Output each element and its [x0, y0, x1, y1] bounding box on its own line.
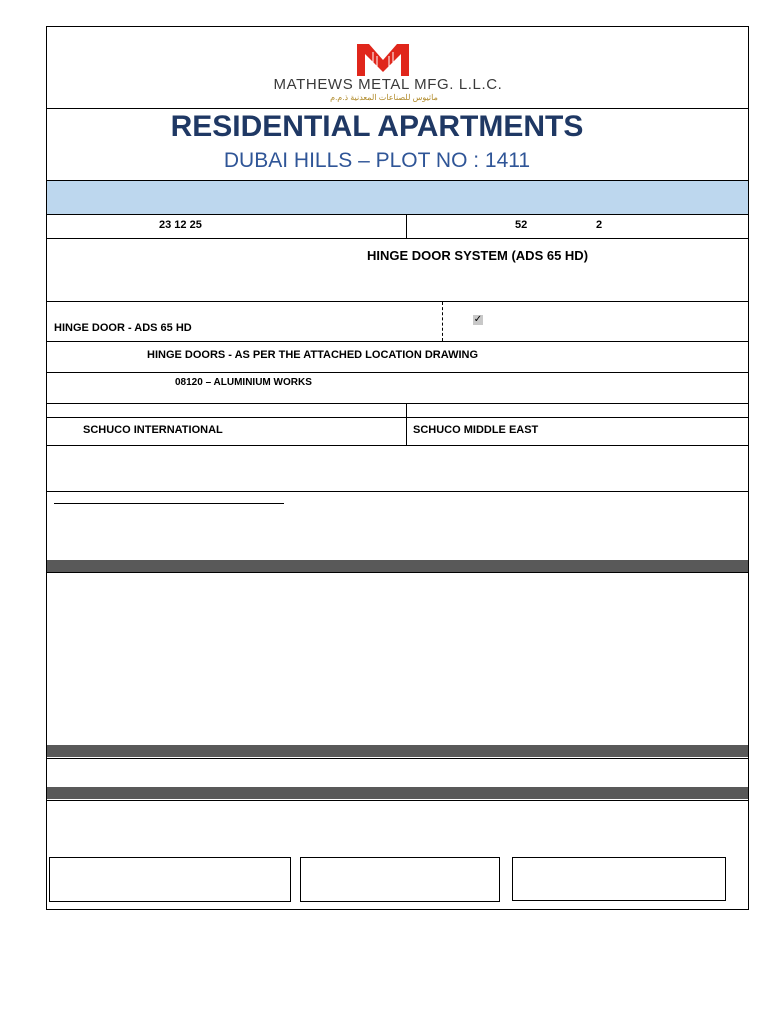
divider: [46, 372, 749, 373]
company-logo: [355, 38, 411, 78]
date-value: 23 12 25: [159, 219, 202, 231]
project-title: RESIDENTIAL APARTMENTS: [170, 110, 584, 143]
divider: [46, 491, 749, 492]
spec-section: 08120 – ALUMINIUM WORKS: [175, 377, 312, 388]
company-name: MATHEWS METAL MFG. L.L.C.: [273, 76, 503, 93]
divider: [46, 403, 749, 404]
company-name-arabic: ماثيوس للصناعات المعدنية ذ.م.م: [330, 93, 438, 102]
manufacturer-name: SCHUCO INTERNATIONAL: [83, 424, 223, 436]
signature-box[interactable]: [300, 857, 500, 902]
section-header-band: [47, 560, 748, 572]
signature-box[interactable]: [512, 857, 726, 901]
divider: [46, 572, 749, 573]
divider: [46, 238, 749, 239]
signature-box[interactable]: [49, 857, 291, 902]
divider: [406, 403, 407, 445]
divider: [46, 417, 749, 418]
divider: [46, 445, 749, 446]
revision-number: 2: [596, 219, 603, 231]
system-title: HINGE DOOR SYSTEM (ADS 65 HD): [367, 248, 589, 263]
divider: [406, 214, 407, 238]
approval-checkbox[interactable]: ✓: [473, 314, 483, 325]
signature-line: [54, 503, 284, 504]
divider: [442, 302, 443, 341]
divider: [46, 341, 749, 342]
supplier-name: SCHUCO MIDDLE EAST: [413, 424, 539, 436]
divider: [46, 108, 749, 109]
section-band: [47, 181, 748, 214]
item-description: HINGE DOOR - ADS 65 HD: [54, 322, 192, 334]
divider: [46, 214, 749, 215]
project-location: DUBAI HILLS – PLOT NO : 1411: [223, 149, 531, 172]
divider: [46, 758, 749, 759]
divider: [46, 800, 749, 801]
section-header-band: [47, 787, 748, 799]
location-text: HINGE DOORS - AS PER THE ATTACHED LOCATION DRAWING: [147, 349, 479, 361]
section-header-band: [47, 745, 748, 757]
ref-number: 52: [515, 219, 528, 231]
divider: [46, 301, 749, 302]
